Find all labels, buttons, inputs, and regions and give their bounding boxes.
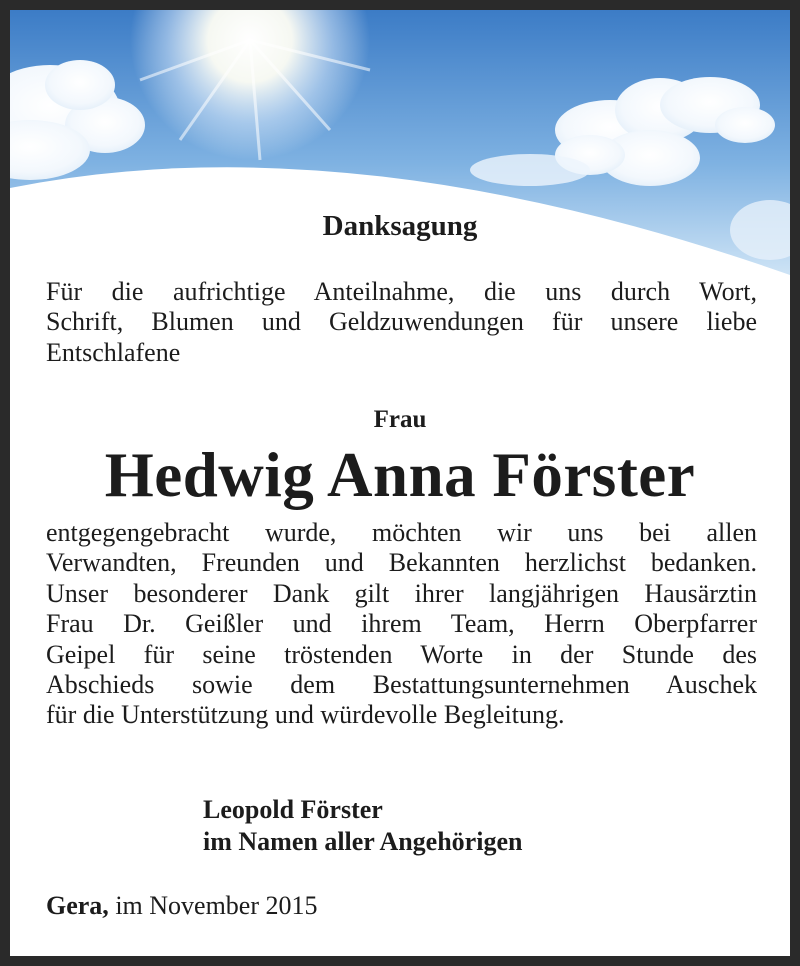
place: Gera, <box>46 891 109 920</box>
body-line: Geipel für seine tröstenden Worte in der Stunde des <box>46 639 757 669</box>
body-line: entgegengebracht wurde, möchten wir uns bei allen <box>46 518 757 547</box>
intro-paragraph <box>46 277 757 368</box>
signature-on-behalf: im Namen aller Angehörigen <box>203 827 523 856</box>
body-line: Unser besonderer Dank gilt ihrer langjährigen Hausärztin <box>46 578 757 608</box>
deceased-name: Hedwig Anna Förster <box>104 440 696 510</box>
salutation: Frau <box>373 406 427 433</box>
intro-line: Für die aufrichtige Anteilnahme, die uns durch Wort, <box>46 277 757 306</box>
body-line: für die Unterstützung und würdevolle Begleitung. <box>46 700 565 730</box>
body-line: Verwandten, Freunden und Bekannten herzlichst bedanken. <box>46 548 757 578</box>
signature-name: Leopold Förster <box>203 795 383 824</box>
body-line: Abschieds sowie dem Bestattungsunternehmen Auschek <box>46 670 757 700</box>
intro-line: Schrift, Blumen und Geldzuwendungen für unsere liebe <box>46 307 757 337</box>
intro-line: Entschlafene <box>46 337 181 367</box>
place-date-line <box>46 890 318 922</box>
signature-block <box>203 794 522 858</box>
notice-heading: Danksagung <box>322 210 478 242</box>
body-line: Frau Dr. Geißler und ihrem Team, Herrn Oberpfarrer <box>46 609 757 639</box>
body-paragraph <box>46 518 757 731</box>
date: im November 2015 <box>115 891 318 920</box>
